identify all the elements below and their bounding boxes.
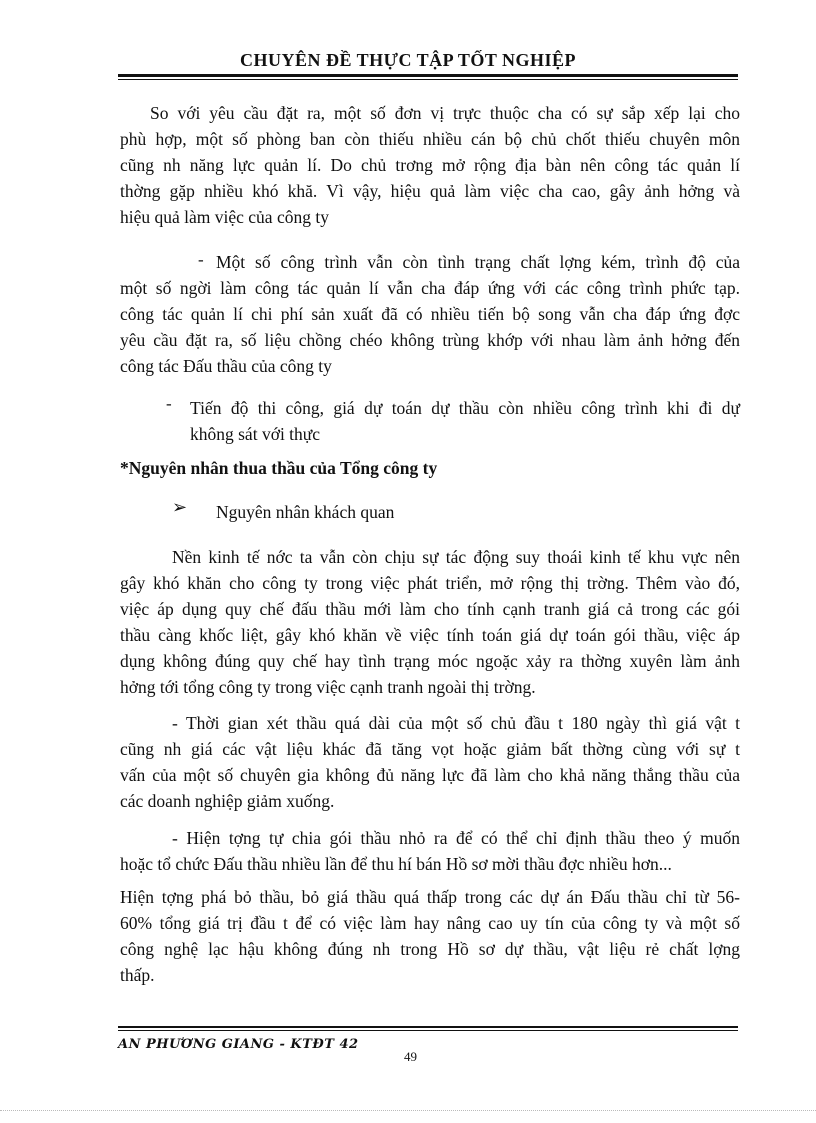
paragraph-1 (120, 100, 740, 230)
dash-bullet-2: - (166, 394, 172, 413)
text-line: hởng tới tổng công ty trong việc cạnh tranh ngoài thị trờng. (120, 677, 536, 697)
header-rule-thick (118, 74, 738, 77)
dash-bullet-1: - (198, 250, 204, 269)
footer-author: AN PHƯƠNG GIANG - KTĐT 42 (118, 1037, 359, 1052)
header-rule-thin (118, 79, 738, 80)
text-line: gây khó khăn cho công ty trong việc phát triển, mở rộng thị trờng. Thêm vào đó, (120, 573, 740, 593)
text-line: hoặc tổ chức Đấu thầu nhiều lần để thu hí bán Hồ sơ mời thầu đợc nhiều hơn... (120, 854, 672, 874)
subheading: Nguyên nhân khách quan (216, 502, 395, 522)
text-line: công tác quản lí chi phí sản xuất đã có nhiều tiến bộ song vẫn cha đáp ứng đợc (120, 304, 740, 324)
text-line: cũng nh giá các vật liệu khác đã tăng vọt hoặc giảm bất thờng cùng với sự t (120, 739, 740, 759)
page-header-title: CHUYÊN ĐỀ THỰC TẬP TỐT NGHIỆP (239, 50, 577, 70)
text-line: Hiện tợng phá bỏ thầu, bỏ giá thầu quá thấp trong các dự án Đấu thầu chỉ từ 56- (120, 887, 740, 907)
text-line: công tác Đấu thầu của công ty (120, 356, 332, 376)
text-line: không sát với thực (190, 424, 321, 444)
text-line: cũng nh năng lực quản lí. Do chủ trơng mở rộng địa bàn nên công tác quản lí (120, 155, 740, 175)
text-line: thờng gặp nhiều khó khă. Vì vậy, hiệu quả làm việc cha cao, gây ảnh hởng và (120, 181, 740, 201)
text-line: So với yêu cầu đặt ra, một số đơn vị trực thuộc cha có sự sắp xếp lại cho (150, 103, 740, 123)
text-line: Nền kinh tế nớc ta vẫn còn chịu sự tác động suy thoái kinh tế khu vực nên (172, 547, 740, 567)
text-line: các doanh nghiệp giảm xuống. (120, 791, 335, 811)
text-line: phù hợp, một số phòng ban còn thiếu nhiều cán bộ chủ chốt thiếu chuyên môn (120, 129, 740, 149)
footer-rule-thin (118, 1030, 738, 1031)
text-line: dụng không đúng quy chế hay tình trạng móc ngoặc xảy ra thờng xuyên làm ảnh (120, 651, 740, 671)
text-line: - Hiện tợng tự chia gói thầu nhỏ ra để có thể chỉ định thầu theo ý muốn (172, 828, 740, 848)
paragraph-6 (120, 825, 740, 877)
text-line: thầu càng khốc liệt, gây khó khăn về việc tính toán giá dự toán gói thầu, việc áp (120, 625, 740, 645)
footer-rule-thick (118, 1026, 738, 1028)
section-heading: *Nguyên nhân thua thầu của Tổng công ty (120, 458, 438, 478)
text-line: vấn của một số chuyên gia không đủ năng lực đã làm cho khả năng thắng thầu của (120, 765, 740, 785)
paragraph-3 (190, 395, 740, 447)
text-line: việc áp dụng quy chế đấu thầu mới làm cho tính cạnh tranh giá cả trong các gói (120, 599, 740, 619)
text-line: Một số công trình vẫn còn tình trạng chất lợng kém, trình độ của (216, 252, 740, 272)
paragraph-2 (120, 249, 740, 379)
arrow-bullet-icon: ➢ (172, 497, 188, 517)
text-line: một số ngời làm công tác quản lí vẫn cha đáp ứng với các công trình phức tạp. (120, 278, 740, 298)
bottom-dotted-border (0, 1110, 816, 1111)
text-line: thấp. (120, 965, 155, 985)
page-number: 49 (404, 1049, 417, 1064)
text-line: hiệu quả làm việc của công ty (120, 207, 329, 227)
text-line: công nghệ lạc hậu không đúng nh trong Hồ sơ dự thầu, vật liệu rẻ chất lợng (120, 939, 740, 959)
text-line: yêu cầu đặt ra, số liệu chồng chéo không trùng khớp với nhau làm ảnh hởng đến (120, 330, 740, 350)
paragraph-5 (120, 710, 740, 814)
text-line: - Thời gian xét thầu quá dài của một số chủ đầu t 180 ngày thì giá vật t (172, 713, 740, 733)
text-line: 60% tổng giá trị đầu t để có việc làm hay nâng cao uy tín của công ty và một số (120, 913, 740, 933)
text-line: Tiến độ thi công, giá dự toán dự thầu còn nhiều công trình khi đi dự (190, 398, 740, 418)
paragraph-4 (120, 544, 740, 700)
paragraph-7 (120, 884, 740, 988)
